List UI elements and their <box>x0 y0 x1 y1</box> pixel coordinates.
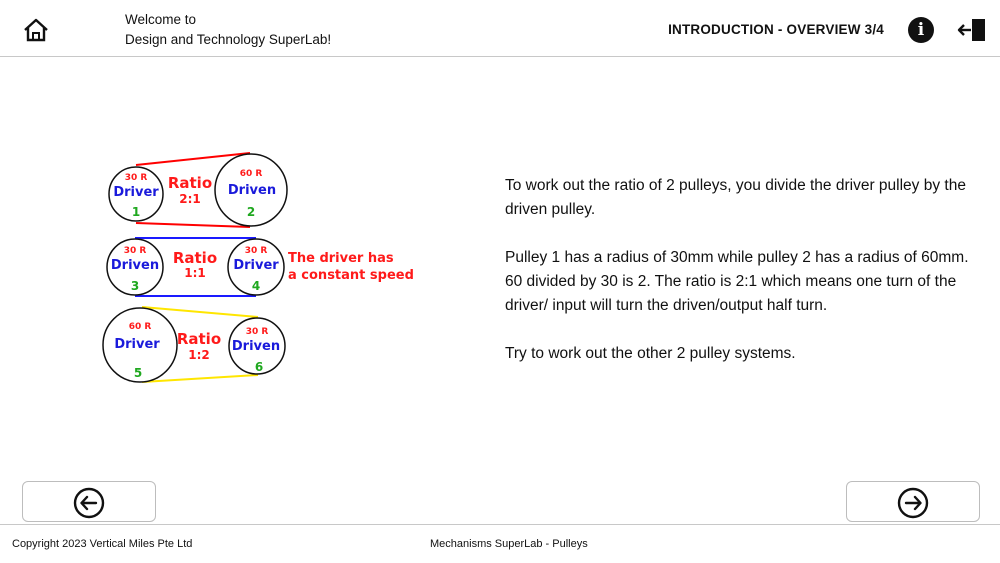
arrow-left-icon <box>73 487 105 519</box>
ratio-value-3: 1:2 <box>188 348 210 362</box>
welcome-line-2: Design and Technology SuperLab! <box>125 32 332 47</box>
explanation-para-3: Try to work out the other 2 pulley systems. <box>505 345 796 362</box>
pulley-5-role: Driver <box>114 337 160 352</box>
driver-note-line-1: The driver has <box>288 251 394 266</box>
previous-button[interactable] <box>22 481 156 522</box>
welcome-line-1: Welcome to <box>125 12 197 27</box>
explanation-para-1: To work out the ratio of 2 pulleys, you divide the driver pulley by the driven pulley. <box>505 177 966 218</box>
pulley-5-radius: 60 R <box>128 322 152 332</box>
pulley-1-role: Driver <box>113 185 159 200</box>
pulley-1-number: 1 <box>131 205 141 219</box>
pulley-6-radius: 30 R <box>245 327 269 337</box>
exit-icon[interactable] <box>957 17 987 43</box>
pulley-3-role: Driven <box>110 258 160 273</box>
pulley-4-radius: 30 R <box>244 246 268 256</box>
ratio-label-2: Ratio <box>172 249 218 267</box>
pulley-1-radius: 30 R <box>124 173 148 183</box>
info-button[interactable]: i <box>908 17 934 43</box>
pulley-4-number: 4 <box>251 279 261 293</box>
pulley-6-number: 6 <box>254 360 264 374</box>
pulley-system-3 <box>103 307 285 382</box>
footer-divider <box>0 524 1000 525</box>
ratio-label-3: Ratio <box>176 330 222 348</box>
ratio-value-1: 2:1 <box>179 192 201 206</box>
next-button[interactable] <box>846 481 980 522</box>
pulley-2-role: Driven <box>227 183 277 198</box>
pulley-6-role: Driven <box>231 339 281 354</box>
pulley-3-number: 3 <box>130 279 140 293</box>
ratio-value-2: 1:1 <box>184 266 206 280</box>
pulley-system-2 <box>107 238 414 296</box>
pulley-4-role: Driver <box>233 258 279 273</box>
pulley-3-radius: 30 R <box>123 246 147 256</box>
copyright-text: Copyright 2023 Vertical Miles Pte Ltd <box>12 538 193 550</box>
pulley-5-number: 5 <box>133 366 143 380</box>
header-bar <box>0 0 1000 57</box>
ratio-label-1: Ratio <box>167 174 213 192</box>
driver-note-line-2: a constant speed <box>288 268 414 283</box>
belt-bottom-1 <box>136 223 250 227</box>
welcome-text <box>125 10 331 50</box>
explanation-para-2: Pulley 1 has a radius of 30mm while pulley 2 has a radius of 60mm. 60 divided by 30 is 2. The ratio is 2:1 which means one turn of the driver/ input will turn the driven/output half turn. <box>505 249 969 314</box>
pulley-system-1 <box>109 153 287 227</box>
arrow-right-icon <box>897 487 929 519</box>
footer-title: Mechanisms SuperLab - Pulleys <box>430 538 588 550</box>
explanation-text <box>505 174 975 390</box>
section-title: INTRODUCTION - OVERVIEW 3/4 <box>668 22 884 37</box>
home-icon[interactable] <box>22 17 50 43</box>
pulley-2-number: 2 <box>246 205 256 219</box>
pulley-2-radius: 60 R <box>239 169 263 179</box>
pulley-diagram <box>100 145 420 390</box>
